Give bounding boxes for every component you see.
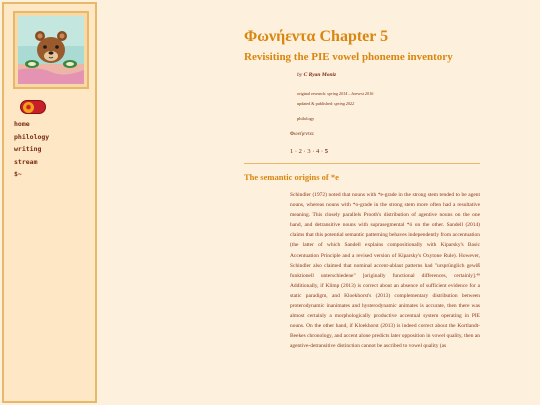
avatar[interactable] [13,11,89,89]
article-paragraph: Schindler (1972) noted that nouns with *e-grade in the strong stem tended to be agent nouns, whereas nouns with *o-grade in the strong stem more often had a resultative meaning. This closely parallels Prooth's distribution of agentive nouns on the one hand, and detransitive nouns with suprasegmental *ó on the other. Sandell (2014) claims that this potential semantic patterning behaves independently from accentuation (the latter of which Sandell explains compositionally with Kiparsky's Basic Accentuation Principle and a revised version of Kiparsky's Oxytone Rule). However, Schindler also claimed that nominal accent-ablaut patterns had "ursprünglich gewiß funktionell unterschiedene" [originally functional differences, certainly].⁴⁸ Additionally, if Klimp (2013) is correct about an absence of sufficient evidence for a static paradigm, and Kloekhorst's (2013) complementary distribution between proterodynamic inanimates and hysterodynamic animates is accurate, then there was almost certainly a morphologically productive accentual system operating in PIE nouns. On the other hand, if Kloekhorst (2013) is indeed correct about the Kortlandt-Beekes chronology, and accent alone predicts later opposition in vowel quality, then an agentive-detransitive distinction cannot be ascribed to vowel quality (as [290,192,480,350]
page-link-1[interactable]: 1 [290,148,294,155]
page-subtitle: Revisiting the PIE vowel phoneme inventory [244,51,453,63]
sidebar-nav [14,118,49,181]
nav-home[interactable]: home [14,120,30,128]
bear-avatar-image [18,16,84,84]
published-label: updated & published: [297,101,334,106]
author-name: C Ryan Moniz [303,72,337,78]
research-label: original research: [297,91,327,96]
pagination [290,148,328,155]
page-title: Φωνήεντα Chapter 5 [244,28,389,45]
tag-link[interactable]: philology [297,116,315,121]
sidebar [2,2,97,403]
page-separator: · [294,148,298,155]
page-separator: · [312,148,315,155]
research-date-value: spring 2014 – harvest 2016 [327,91,374,96]
page-current: 5 [324,148,328,155]
page-separator: · [320,148,324,155]
sun-icon: ✹ [23,102,34,113]
theme-toggle[interactable] [20,100,46,114]
research-dates [297,91,373,96]
divider [244,163,480,164]
published-date-value: spring 2022 [334,101,355,106]
section-heading: The semantic origins of *e [244,172,339,182]
page-link-2[interactable]: 2 [298,148,302,155]
page-link-3[interactable]: 3 [307,148,311,155]
page-separator: · [303,148,306,155]
byline [297,72,336,78]
nav-philology[interactable]: philology [14,132,50,141]
series-label: Φωνήεντα: [290,131,315,137]
page-link-4[interactable]: 4 [316,148,320,155]
published-dates [297,101,354,106]
nav-writing[interactable]: writing [14,145,42,153]
nav-shell[interactable]: $~ [14,170,22,178]
byline-prefix: by [297,72,303,78]
nav-stream[interactable]: stream [14,157,38,166]
